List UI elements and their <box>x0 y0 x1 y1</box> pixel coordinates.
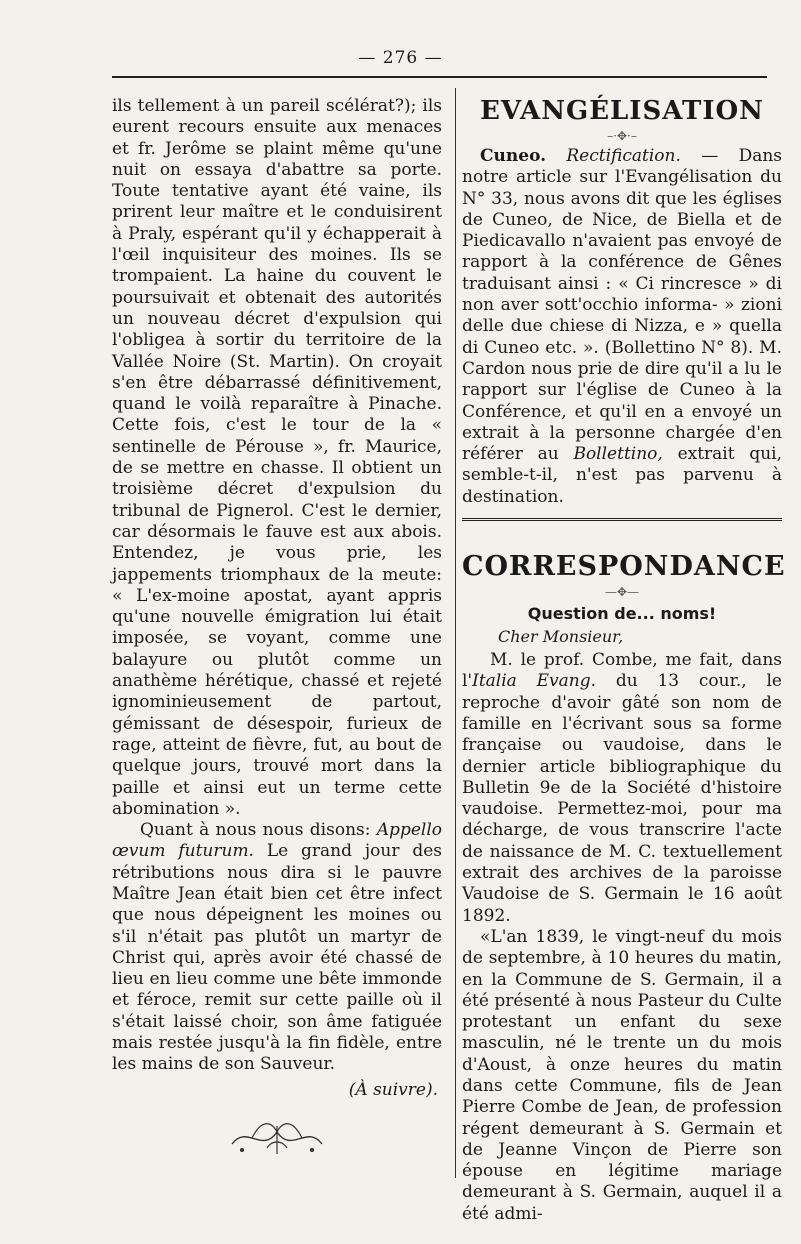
to-follow-text: (À suivre). <box>348 1079 438 1100</box>
evangelisation-paragraph <box>462 146 782 508</box>
left-column-paragraph-1 <box>112 96 442 820</box>
left-column <box>112 96 442 1162</box>
evangelisation-text-end: extrait qui, semble-t-il, n'est pas parvenu à destination. <box>462 444 782 507</box>
correspondance-title: CORRESPONDANCE <box>462 551 786 583</box>
para2-start: Quant à nous nous disons: <box>140 820 377 841</box>
para1-rest: du 13 cour., le reproche d'avoir gâté son nom de famille en l'écrivant sous sa forme française ou vaudoise, dans le dernier article bibliographique du Bulletin 9e de la Société d'histoire vaudoise. Permettez-moi, pour ma décharge, de vous transcrire l'acte de naissance de M. C. textuellement extrait des archives de la paroisse Vaudoise de S. Germain le 16 août 1892. <box>462 671 782 926</box>
column-divider <box>455 88 456 1178</box>
page-number: — 276 — <box>358 48 443 68</box>
section-divider <box>462 518 782 521</box>
evangelisation-text: — Dans notre article sur l'Evangélisation du N° 33, nous avons dit que les églises de Cuneo, de Nice, de Biella et de Piedicavallo n'avaient pas envoyé de rapport à la conférence de Gênes traduisant ainsi : « Ci rincresce » di non aver sott'occhio informa- » zioni delle due chiese di Nizza, e » quella di Cuneo etc. ». (Bollettino N° 8). M. Cardon nous prie de dire qu'il a lu le rapport sur l'église de Cuneo à la Conférence, et qu'il en a envoyé un extrait à la personne chargée d'en référer au <box>462 146 783 465</box>
para1-start: M. le prof. Combe, me fait, dans l' <box>462 650 782 692</box>
para2-rest: Le grand jour des rétributions nous dira si le pauvre Maître Jean était bien cet être infect que nous dépeignent les moines ou s'il n'était pas plutôt un martyr de Christ qui, après avoir été chassé de lieu en lieu comme une bête immonde et féroce, remit sur cette paille où il s'était laissé choir, son âme fatiguée mais restée jusqu'à la fin fidèle, entre les mains de son Sauveur. <box>112 841 442 1075</box>
ornamental-flourish-icon <box>112 1114 442 1162</box>
left-column-paragraph-2 <box>112 820 442 1076</box>
right-column <box>462 96 786 1225</box>
para1-italic: Italia Evang. <box>472 671 597 692</box>
para2-text: «L'an 1839, le vingt-neuf du mois de septembre, à 10 heures du matin, en la Commune de S. Germain, il a été présenté à nous Pasteur du Culte protestant un enfant du sexe masculin, né le trente un du mois d'Aoust, à onze heures du matin dans cette Commune, fils de Jean Pierre Combe de Jean, de profession régent demeurant à S. Germain et de Jeanne Vinçon de Pierre son épouse en légitime mariage demeurant à S. Germain, auquel il a été admi- <box>462 926 782 1224</box>
correspondance-paragraph-1 <box>462 650 782 927</box>
latin-quote: Appello œvum futurum. <box>112 820 442 862</box>
evangelisation-italic: Bollettino, <box>573 444 663 465</box>
to-follow-note <box>112 1080 442 1100</box>
dash-ornament-icon-2: —✥— <box>604 585 640 600</box>
evangelisation-lead-italic: Rectification. <box>566 146 681 166</box>
evangelisation-title: EVANGÉLISATION <box>480 96 764 126</box>
dash-ornament-icon: –·✥·– <box>607 129 637 143</box>
left-column-text: ils tellement à un pareil scélérat?); ils eurent recours ensuite aux menaces et fr. Jerôme se plaint même qu'une nuit on essaya d'abattre sa porte. Toute tentative ayant été vaine, ils prirent leur maître et le conduisirent à Praly, espérant qu'il y échapperait à l'œil inquisiteur des moines. Ils se trompaient. La haine du couvent le poursuivait et obtenait des autorités un nouveau décret d'expulsion qui l'obligea à sortir du territoire de la Vallée Noire (St. Martin). On croyait s'en être débarrassé définitivement, quand le voilà reparaître à Pinache. Cette fois, c'est le tour de la « sentinelle de Pérouse », fr. Maurice, de se mettre en chasse. Il obtient un troisième décret d'expulsion du tribunal de Pignerol. C'est le dernier, car désormais le fauve est aux abois. Entendez, je vous prie, les jappements triomphaux de la meute: « L'ex-moine apostat, ayant appris qu'une nouvelle émigration lui était imposée, se voyant, comme une balayure ou plutôt comme un anathème hérétique, chassé et rejeté ignominieusement de partout, gémissant de désespoir, furieux de rage, atteint de fièvre, fut, au bout de quelque jours, trouvé mort dans la paille et ainsi eut un terme cette abomination ». <box>112 96 442 819</box>
evangelisation-lead-label: Cuneo. <box>480 146 547 166</box>
header-rule <box>112 76 767 78</box>
salutation: Cher Monsieur, <box>498 627 624 647</box>
correspondance-subhead: Question de... noms! <box>527 604 717 624</box>
correspondance-paragraph-2 <box>462 927 782 1225</box>
